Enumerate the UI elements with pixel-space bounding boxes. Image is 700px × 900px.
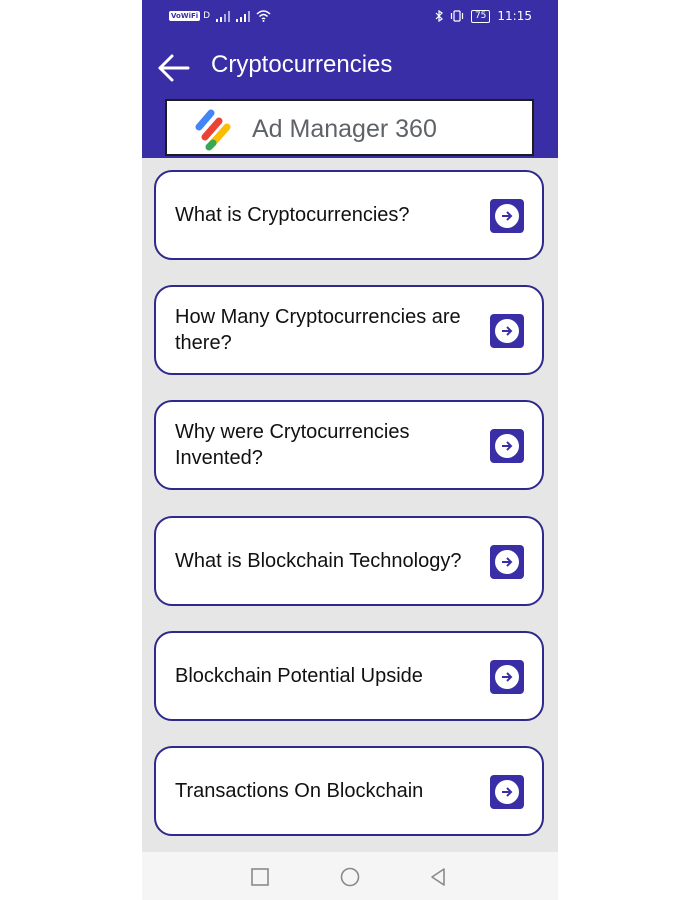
nav-back-button[interactable] xyxy=(427,866,449,888)
signal-icon xyxy=(216,11,230,22)
topic-label: Blockchain Potential Upside xyxy=(175,665,423,687)
topic-label: How Many Cryptocurrencies are there? xyxy=(175,306,461,354)
topic-label: What is Cryptocurrencies? xyxy=(175,204,410,226)
topic-card-transactions[interactable] xyxy=(154,746,544,836)
topic-label: What is Blockchain Technology? xyxy=(175,550,462,572)
status-bar xyxy=(142,0,558,34)
back-button[interactable] xyxy=(156,50,192,86)
recents-button[interactable] xyxy=(249,866,271,888)
topic-card-how-many[interactable] xyxy=(154,285,544,375)
topic-label: Transactions On Blockchain xyxy=(175,780,424,802)
wifi-icon xyxy=(256,10,271,22)
arrow-right-circle-icon[interactable] xyxy=(490,429,524,463)
network-letter: D xyxy=(203,11,211,21)
status-right xyxy=(435,9,532,23)
bluetooth-icon xyxy=(435,10,443,22)
topic-card-blockchain-technology[interactable] xyxy=(154,516,544,606)
topic-card-potential-upside[interactable] xyxy=(154,631,544,721)
home-button[interactable] xyxy=(339,866,361,888)
topic-card-why-invented[interactable] xyxy=(154,400,544,490)
arrow-left-icon xyxy=(156,50,192,86)
vowifi-badge: VoWiFi xyxy=(171,12,199,20)
phone-screen xyxy=(142,0,558,900)
arrow-right-circle-icon[interactable] xyxy=(490,314,524,348)
arrow-right-circle-icon[interactable] xyxy=(490,775,524,809)
app-header xyxy=(142,0,558,158)
battery-indicator: 75 xyxy=(471,10,490,23)
ad-manager-logo-icon xyxy=(187,107,237,151)
ad-banner[interactable] xyxy=(165,99,534,156)
topic-label: Why were Crytocurrencies Invented? xyxy=(175,421,410,469)
signal-icon xyxy=(236,11,250,22)
status-left xyxy=(169,10,271,22)
vibrate-icon xyxy=(450,10,464,22)
topic-card-what-is-cryptocurrencies[interactable] xyxy=(154,170,544,260)
ad-text: Ad Manager 360 xyxy=(252,115,437,143)
square-icon xyxy=(249,866,271,888)
arrow-right-circle-icon[interactable] xyxy=(490,660,524,694)
page-title: Cryptocurrencies xyxy=(211,51,393,78)
circle-icon xyxy=(339,866,361,888)
system-nav-bar xyxy=(142,852,558,900)
arrow-right-circle-icon[interactable] xyxy=(490,545,524,579)
triangle-back-icon xyxy=(427,866,449,888)
clock: 11:15 xyxy=(497,9,532,23)
arrow-right-circle-icon[interactable] xyxy=(490,199,524,233)
